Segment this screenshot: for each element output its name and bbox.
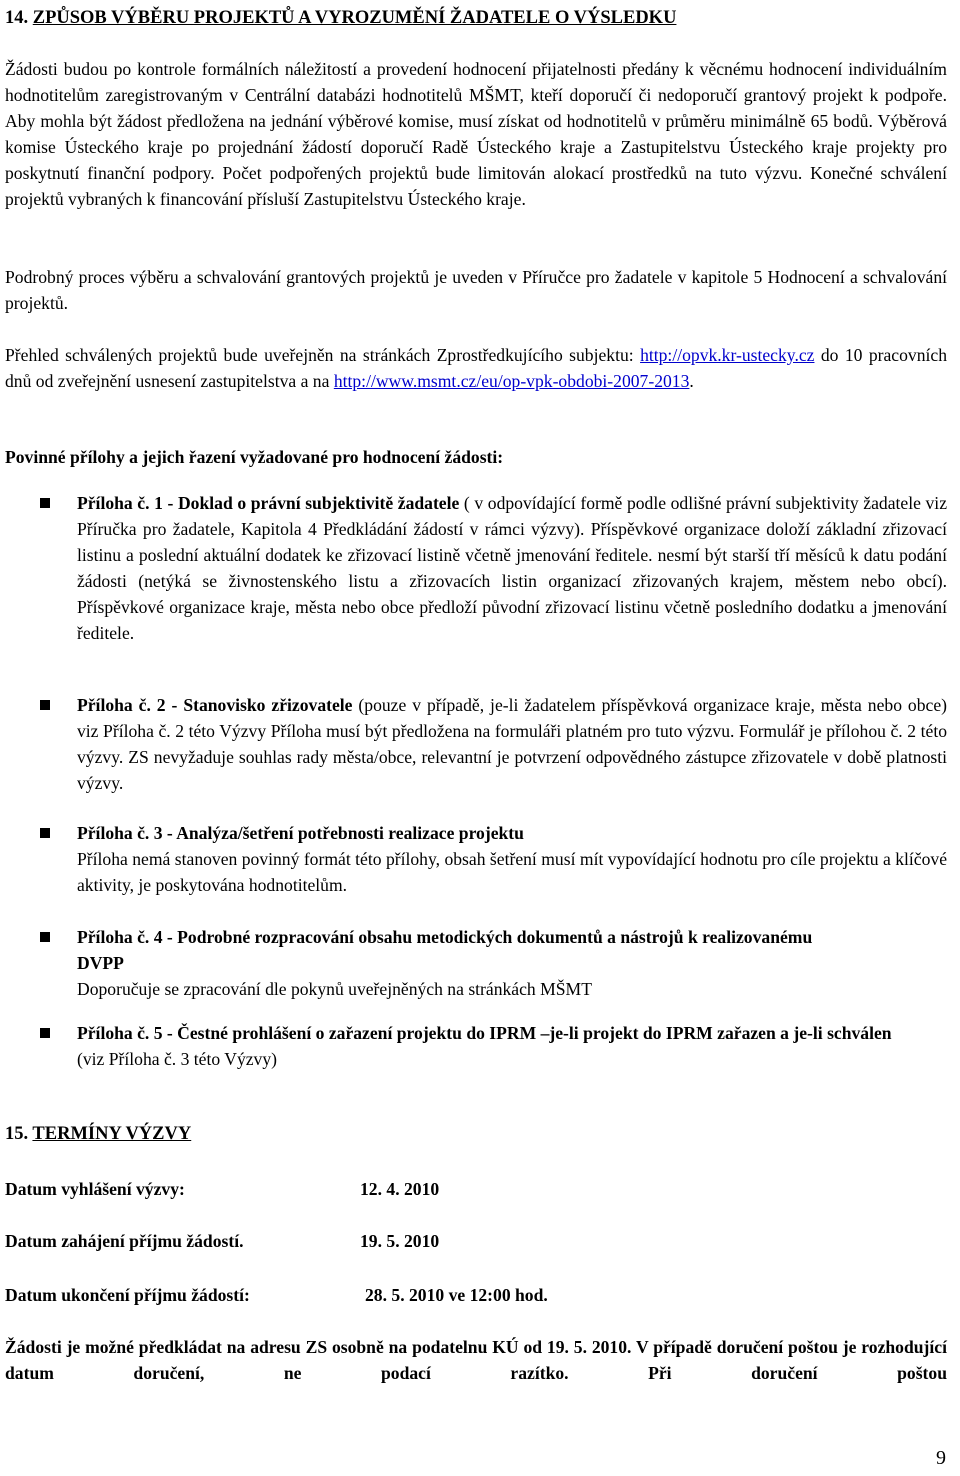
date-label: Datum ukončení příjmu žádostí:	[5, 1285, 250, 1305]
date-announcement-value: 12. 4. 2010	[360, 1179, 440, 1199]
attachment-text: (viz Příloha č. 3 této Výzvy)	[77, 1049, 277, 1069]
selection-process-paragraph: Žádosti budou po kontrole formálních náležitostí a provedení hodnocení přijatelnosti předány k věcnému hodnocení individuálním hodnotitelům zaregistrovaným v Centrální databázi hodnotitelů MŠMT, kteří doporučí či nedoporučí grantový projekt k podpoře. Aby mohla být žádost předložena na jednání výběrové komise, musí získat od hodnotitelů v průměru minimálně 65 bodů. Výběrová komise Ústeckého kraje po projednání žádostí doporučí Radě Ústeckého kraje a Zastupitelstvu Ústeckého kraje projekty pro poskytnutí finanční podpory. Počet podpořených projektů bude limitován alokací prostředků na tuto výzvu. Konečné schválení projektů vybraných k financování přísluší Zastupitelstvu Ústeckého kraje.	[5, 59, 947, 209]
bullet-square-icon	[40, 1028, 50, 1038]
attachment-label: Příloha č. 1 - Doklad o právní subjektivitě žadatele	[77, 493, 460, 513]
attachment-label: Příloha č. 5 - Čestné prohlášení o zařazení projektu do IPRM –je-li projekt do IPRM zařazen a je-li schválen	[77, 1023, 892, 1043]
detailed-process-paragraph: Podrobný proces výběru a schvalování grantových projektů je uveden v Příručce pro žadatele v kapitole 5 Hodnocení a schvalování projektů.	[5, 267, 947, 313]
published-projects-text-start: Přehled schválených projektů bude uveřejněn na stránkách Zprostředkujícího subjektu:	[5, 345, 641, 365]
opvk-link[interactable]: http://opvk.kr-ustecky.cz	[640, 345, 815, 365]
attachments-heading-text: Povinné přílohy a jejich řazení vyžadované pro hodnocení žádosti:	[5, 447, 504, 467]
bullet-square-icon	[40, 828, 50, 838]
attachment-item-1	[77, 490, 947, 646]
attachment-item-4	[77, 924, 857, 1002]
section-14-title: ZPŮSOB VÝBĚRU PROJEKTŮ A VYROZUMĚNÍ ŽADATELE O VÝSLEDKU	[32, 8, 677, 28]
section-15-title: TERMÍNY VÝZVY	[32, 1124, 192, 1144]
section-15-number: 15.	[5, 1124, 29, 1144]
section-14-heading	[5, 6, 947, 30]
date-label: Datum vyhlášení výzvy:	[5, 1179, 185, 1199]
submission-paragraph: Žádosti je možné předkládat na adresu ZS osobně na podatelnu KÚ od 19. 5. 2010. V případě doručení poštou je rozhodující datum doručení, ne podací razítko. Při doručení poštou	[5, 1337, 947, 1383]
section-14-number: 14.	[5, 8, 29, 28]
attachment-text: Příloha nemá stanoven povinný formát této přílohy, obsah šetření musí mít vypovídající hodnotu pro cíle projektu a klíčové aktivity, je poskytována hodnotitelům.	[77, 849, 947, 895]
page-number: 9	[936, 1447, 946, 1469]
attachments-heading	[5, 444, 947, 470]
published-projects-text-middle: do 10 pracovních dnů od zveřejnění usnesení zastupitelstva a na	[5, 345, 948, 391]
attachment-label: Příloha č. 2 - Stanovisko zřizovatele	[77, 695, 353, 715]
published-projects-text-end: .	[689, 371, 694, 391]
date-intake-start-row	[5, 1228, 244, 1254]
date-intake-start-value: 19. 5. 2010	[360, 1231, 440, 1251]
msmt-link[interactable]: http://www.msmt.cz/eu/op-vpk-obdobi-2007-2013	[333, 371, 690, 391]
bullet-square-icon	[40, 498, 50, 508]
attachment-text: (pouze v případě, je-li žadatelem příspěvková organizace kraje, města nebo obce) viz Příloha č. 2 této Výzvy Příloha musí být předložena na formuláři platném pro tuto výzvu. Formulář je přílohou č. 2 této výzvy. ZS nevyžaduje souhlas rady města/obce, relevantní je potvrzení odpovědného zástupce zřizovatele v době platnosti výzvy.	[77, 695, 947, 793]
attachment-item-2	[77, 692, 947, 796]
date-announcement-row	[5, 1176, 185, 1202]
attachment-text: ( v odpovídající formě podle odlišné právní subjektivity žadatele viz Příručka pro žadatele, Kapitola 4 Předkládání žádostí v rámci výzvy). Příspěvkové organizace doloží základní zřizovací listinu a poslední aktuální dodatek ke zřizovací listině včetně jmenování ředitele. nesmí být starší tří měsíců k datu podání žádosti (netýká se živnostenského listu a zřizovacích listin organizací zřizovaných krajem, městem nebo obcí). Příspěvkové organizace kraje, města nebo obce předloží původní zřizovací listinu včetně posledního dodatku a jmenování ředitele.	[77, 493, 948, 643]
section-15-heading	[5, 1122, 947, 1146]
date-intake-end-row	[5, 1282, 250, 1308]
attachment-item-3	[77, 820, 947, 898]
date-label: Datum zahájení příjmu žádostí.	[5, 1231, 244, 1251]
bullet-square-icon	[40, 700, 50, 710]
attachment-item-5	[77, 1020, 897, 1072]
published-projects-paragraph	[5, 342, 947, 394]
attachment-text: Doporučuje se zpracování dle pokynů uveřejněných na stránkách MŠMT	[77, 979, 592, 999]
attachment-label: Příloha č. 3 - Analýza/šetření potřebnosti realizace projektu	[77, 823, 524, 843]
bullet-square-icon	[40, 932, 50, 942]
date-intake-end-value: 28. 5. 2010 ve 12:00 hod.	[365, 1285, 548, 1305]
attachment-label: Příloha č. 4 - Podrobné rozpracování obsahu metodických dokumentů a nástrojů k realizovanému DVPP	[77, 927, 813, 973]
